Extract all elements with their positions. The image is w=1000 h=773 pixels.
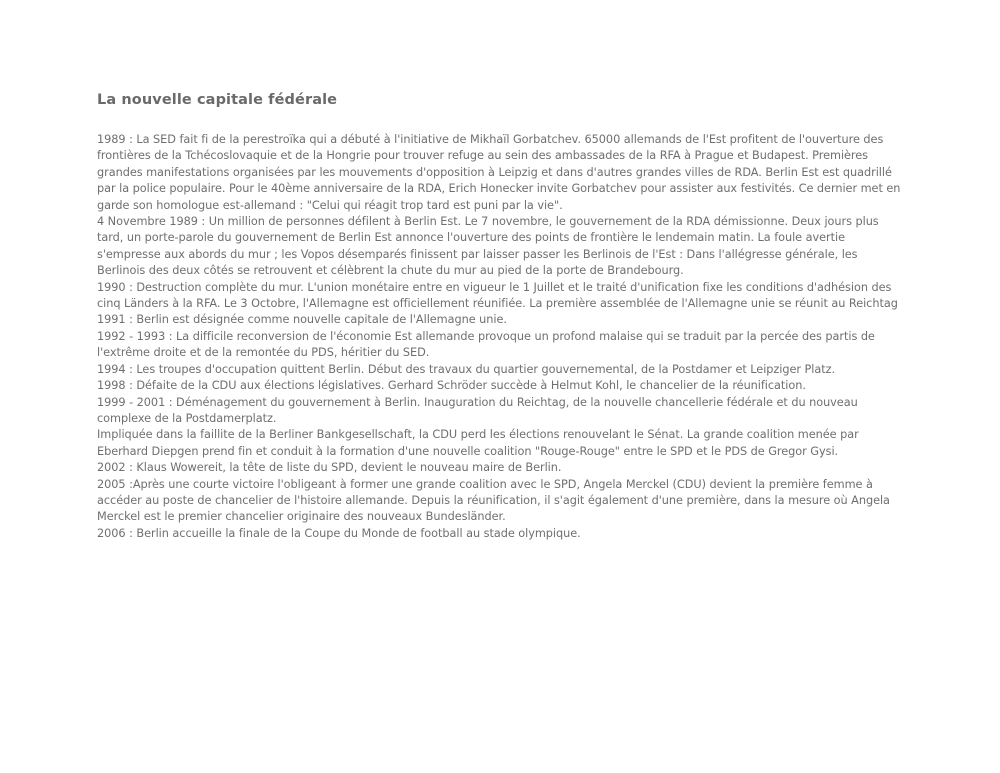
paragraph-1998: 1998 : Défaite de la CDU aux élections législatives. Gerhard Schröder succède à Helmut Kohl, le chancelier de la réunification.: [97, 379, 806, 393]
paragraph-2006: 2006 : Berlin accueille la finale de la Coupe du Monde de football au stade olympique.: [97, 526, 581, 540]
paragraph-1999-2001: 1999 - 2001 : Déménagement du gouvernement à Berlin. Inauguration du Reichtag, de la nouvelle chancellerie fédérale et du nouveau complexe de la Postdamerplatz.: [97, 395, 858, 425]
paragraph-2005: 2005 :Après une courte victoire l'obligeant à former une grande coalition avec le SPD, Angela Merckel (CDU) devient la première femme à accéder au poste de chancelier de l'histoire allemande. Depuis la réunification, il s'agit également d'une première, dans la mesure où Angela Merckel est le premier chancelier originaire des nouveaux Bundesländer.: [97, 477, 890, 524]
document-title: La nouvelle capitale fédérale: [97, 92, 338, 108]
paragraph-2002: 2002 : Klaus Wowereit, la tête de liste du SPD, devient le nouveau maire de Berlin.: [97, 461, 562, 475]
document-body: [97, 132, 903, 542]
paragraph-1990: 1990 : Destruction complète du mur. L'union monétaire entre en vigueur le 1 Juillet et le traité d'unification fixe les conditions d'adhésion des cinq Länders à la RFA. Le 3 Octobre, l'Allemagne est officiellement réunifiée. La première assemblée de l'Allemagne unie se réunit au Reichtag: [97, 280, 898, 311]
paragraph-1994: 1994 : Les troupes d'occupation quittent Berlin. Début des travaux du quartier gouvernemental, de la Postdamer et Leipziger Platz.: [97, 362, 836, 376]
paragraph-bankgesellschaft: Impliquée dans la faillite de la Berliner Bankgesellschaft, la CDU perd les élections renouvelant le Sénat. La grande coalition menée par Eberhard Diepgen prend fin et conduit à la formation d'une nouvelle coalition "Rouge-Rouge" entre le SPD et le PDS de Gregor Gysi.: [97, 428, 859, 458]
paragraph-1989: 1989 : La SED fait fi de la perestroïka qui a débuté à l'initiative de Mikhaïl Gorbatchev. 65000 allemands de l'Est profitent de l'ouverture des frontières de la Tchécoslovaquie et de la Hongrie pour trouver refuge au sein des ambassades de la RFA à Prague et Budapest. Premières grandes manifestations organisées par les mouvements d'opposition à Leipzig et dans d'autres grandes villes de RDA. Berlin Est est quadrillé par la police populaire. Pour le 40ème anniversaire de la RDA, Erich Honecker invite Gorbatchev pour assister aux festivités. Ce dernier met en garde son homologue est-allemand : "Celui qui réagit trop tard est puni par la vie".: [97, 133, 901, 212]
paragraph-1991: 1991 : Berlin est désignée comme nouvelle capitale de l'Allemagne unie.: [97, 313, 507, 327]
paragraph-nov-1989: 4 Novembre 1989 : Un million de personnes défilent à Berlin Est. Le 7 novembre, le gouvernement de la RDA démissionne. Deux jours plus tard, un porte-parole du gouvernement de Berlin Est annonce l'ouverture des points de frontière le lendemain matin. La foule avertie s'empresse aux abords du mur ; les Vopos désemparés finissent par laisser passer les Berlinois de l'Est : Dans l'allégresse générale, les Berlinois des deux côtés se retrouvent et célèbrent la chute du mur au pied de la porte de Brandebourg.: [97, 215, 879, 278]
document-page: [97, 90, 903, 542]
paragraph-1992-1993: 1992 - 1993 : La difficile reconversion de l'économie Est allemande provoque un profond malaise qui se traduit par la percée des partis de l'extrême droite et de la remontée du PDS, héritier du SED.: [97, 329, 875, 360]
